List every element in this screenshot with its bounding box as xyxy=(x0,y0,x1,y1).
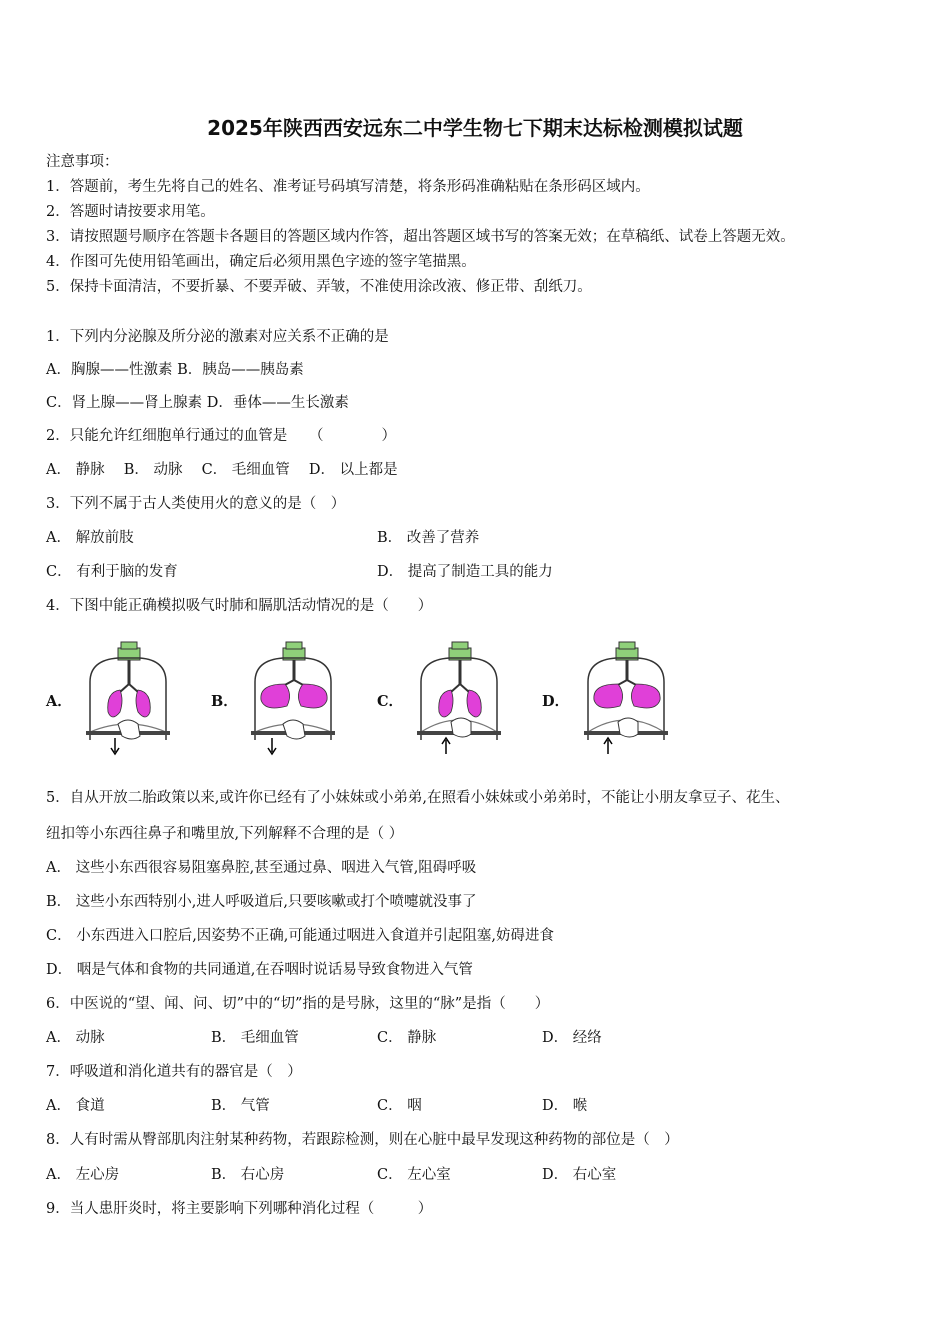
q2-options: A． 静脉 B． 动脉 C． 毛细血管 D． 以上都是 xyxy=(46,462,398,478)
q6-option-d: D． 经络 xyxy=(542,1030,602,1046)
q6-option-c: C． 静脉 xyxy=(377,1030,437,1046)
notes-heading: 注意事项： xyxy=(46,154,119,170)
lung-model-d xyxy=(580,628,672,760)
q7-option-a: A． 食道 xyxy=(46,1098,105,1114)
q8-option-c: C． 左心室 xyxy=(377,1167,451,1183)
q4-label-c: C． xyxy=(377,693,404,710)
q3-stem: 3．下列不属于古人类使用火的意义的是（ ） xyxy=(46,496,346,512)
q5-stem-line2: 纽扣等小东西往鼻子和嘴里放,下列解释不合理的是（ ） xyxy=(46,826,404,842)
note-item: 5．保持卡面清洁，不要折暴、不要弄破、弄皱，不准使用涂改液、修正带、刮纸刀。 xyxy=(46,279,592,295)
q3-option-d: D． 提高了制造工具的能力 xyxy=(377,564,553,580)
q3-option-c: C． 有利于脑的发育 xyxy=(46,564,178,580)
q4-stem: 4．下图中能正确模拟吸气时肺和膈肌活动情况的是（ ） xyxy=(46,598,433,614)
q4-label-d: D． xyxy=(542,693,570,710)
lung-model-a xyxy=(82,628,174,760)
q3-option-b: B． 改善了营养 xyxy=(377,530,480,546)
lung-model-b xyxy=(247,628,339,760)
q3-option-a: A． 解放前肢 xyxy=(46,530,134,546)
q7-option-c: C． 咽 xyxy=(377,1098,422,1114)
q7-option-b: B． 气管 xyxy=(211,1098,270,1114)
q5-option-d: D． 咽是气体和食物的共同通道,在吞咽时说话易导致食物进入气管 xyxy=(46,962,473,978)
q8-stem: 8．人有时需从臀部肌肉注射某种药物，若跟踪检测，则在心脏中最早发现这种药物的部位是（ ） xyxy=(46,1132,679,1148)
q4-label-b: B． xyxy=(211,693,238,710)
q2-stem: 2．只能允许红细胞单行通过的血管是 （ ） xyxy=(46,428,396,444)
q5-option-a: A． 这些小东西很容易阻塞鼻腔,甚至通过鼻、咽进入气管,阻碍呼吸 xyxy=(46,860,477,876)
q9-stem: 9．当人患肝炎时，将主要影响下列哪种消化过程（ ） xyxy=(46,1201,433,1217)
note-item: 1．答题前，考生先将自己的姓名、准考证号码填写清楚，将条形码准确粘贴在条形码区域内。 xyxy=(46,179,650,195)
q6-option-b: B． 毛细血管 xyxy=(211,1030,299,1046)
lung-model-c xyxy=(413,628,505,760)
q7-option-d: D． 喉 xyxy=(542,1098,588,1114)
q1-stem: 1．下列内分泌腺及所分泌的激素对应关系不正确的是 xyxy=(46,329,389,345)
note-item: 3．请按照题号顺序在答题卡各题目的答题区域内作答，超出答题区域书写的答案无效；在草稿纸、试卷上答题无效。 xyxy=(46,229,795,245)
q5-option-b: B． 这些小东西特别小,进人呼吸道后,只要咳嗽或打个喷嚏就没事了 xyxy=(46,894,477,910)
q8-option-d: D． 右心室 xyxy=(542,1167,617,1183)
q6-option-a: A． 动脉 xyxy=(46,1030,105,1046)
q5-option-c: C． 小东西进入口腔后,因姿势不正确,可能通过咽进入食道并引起阻塞,妨碍进食 xyxy=(46,928,555,944)
q7-stem: 7．呼吸道和消化道共有的器官是（ ） xyxy=(46,1064,302,1080)
q5-stem-line1: 5．自从开放二胎政策以来,或许你已经有了小妹妹或小弟弟,在照看小妹妹或小弟弟时，不能让小朋友拿豆子、花生、 xyxy=(46,790,790,806)
q6-stem: 6．中医说的“望、闻、问、切”中的“切”指的是号脉，这里的“脉”是指（ ） xyxy=(46,996,550,1012)
q8-option-b: B． 右心房 xyxy=(211,1167,285,1183)
q4-label-a: A． xyxy=(46,693,72,710)
q1-options-line2: C．肾上腺——肾上腺素 D．垂体——生长激素 xyxy=(46,395,349,411)
page-title: 2025年陕西西安远东二中学生物七下期末达标检测模拟试题 xyxy=(207,116,743,140)
q1-options-line1: A．胸腺——性激素 B．胰岛——胰岛素 xyxy=(46,362,304,378)
note-item: 2．答题时请按要求用笔。 xyxy=(46,204,215,220)
q8-option-a: A． 左心房 xyxy=(46,1167,120,1183)
note-item: 4．作图可先使用铅笔画出，确定后必须用黑色字迹的签字笔描黑。 xyxy=(46,254,476,270)
